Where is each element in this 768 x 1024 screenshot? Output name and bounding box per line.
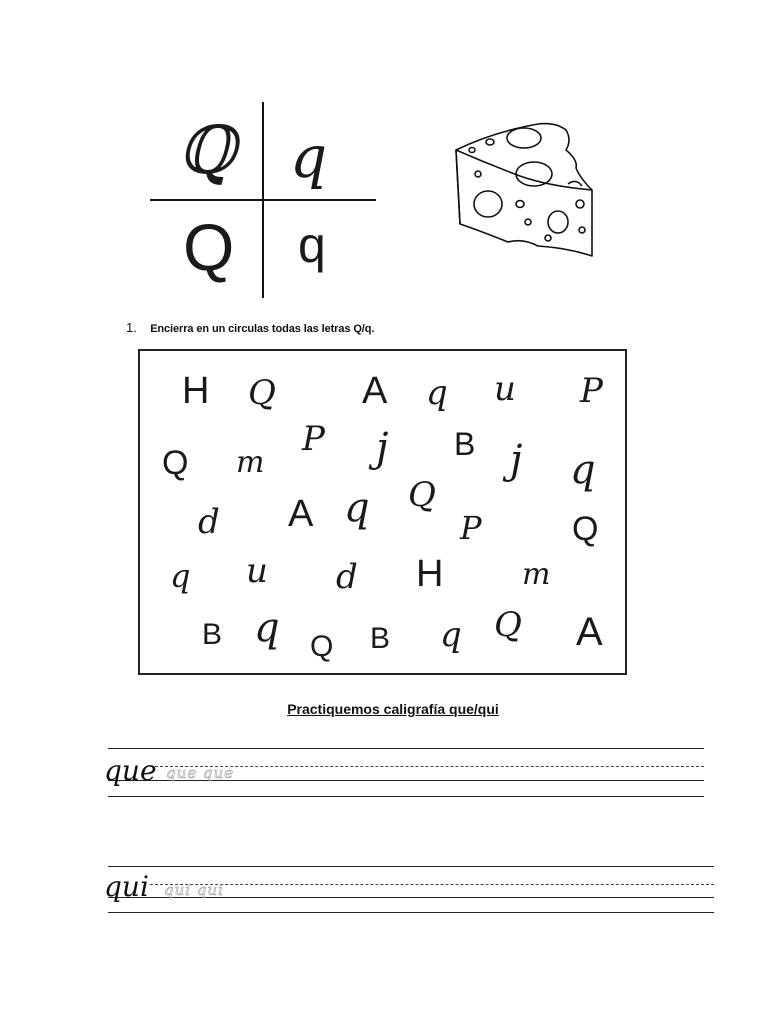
box-letter[interactable]: H bbox=[416, 553, 444, 595]
box-letter[interactable]: A bbox=[288, 493, 314, 535]
grid-horizontal-line bbox=[150, 199, 376, 201]
box-letter[interactable]: Q bbox=[494, 605, 522, 645]
box-letter[interactable]: Q bbox=[572, 510, 599, 548]
box-letter[interactable]: P bbox=[580, 371, 603, 411]
practice-trace-words[interactable]: que que bbox=[166, 764, 235, 782]
box-letter[interactable]: q bbox=[426, 373, 448, 413]
box-letter[interactable]: d bbox=[198, 502, 220, 542]
box-letter[interactable]: m bbox=[522, 557, 551, 592]
activity-1-text: Encierra en un circulas todas las letras Q/q. bbox=[150, 323, 375, 335]
box-letter[interactable]: A bbox=[362, 370, 388, 412]
box-letter[interactable]: m bbox=[236, 445, 265, 480]
box-letter[interactable]: q bbox=[344, 485, 370, 531]
practice-bottom-rule bbox=[108, 912, 714, 913]
practice-model-word: que bbox=[104, 754, 157, 787]
box-letter[interactable]: B bbox=[202, 618, 223, 651]
box-letter[interactable]: B bbox=[454, 426, 476, 462]
practice-mid-dashed-rule bbox=[150, 884, 714, 885]
box-letter[interactable]: j bbox=[376, 425, 389, 471]
box-letter[interactable]: q bbox=[570, 447, 596, 493]
practice-model-word: qui bbox=[104, 870, 149, 903]
practice-trace-words[interactable]: qui qui bbox=[164, 881, 224, 899]
grid-cell-cursive-upper-q: ℚ bbox=[178, 112, 236, 189]
box-letter[interactable]: Q bbox=[162, 444, 189, 482]
box-letter[interactable]: u bbox=[494, 369, 516, 409]
box-letter[interactable]: P bbox=[460, 509, 482, 547]
box-letter[interactable]: Q bbox=[248, 373, 276, 413]
box-letter[interactable]: Q bbox=[408, 475, 436, 515]
box-letter[interactable]: d bbox=[336, 557, 358, 597]
activity-1-number: 1. bbox=[126, 320, 137, 335]
activity-1-instruction bbox=[126, 320, 374, 335]
grid-cell-print-lower-q: q bbox=[298, 217, 326, 273]
box-letter[interactable]: q bbox=[254, 605, 280, 651]
box-letter[interactable]: q bbox=[170, 557, 191, 595]
practice-bottom-rule bbox=[108, 796, 704, 797]
box-letter[interactable]: B bbox=[370, 622, 391, 655]
practice-top-rule bbox=[108, 748, 704, 749]
box-letter[interactable]: u bbox=[246, 551, 268, 591]
box-letter[interactable]: Q bbox=[310, 630, 334, 663]
box-letter[interactable]: A bbox=[576, 610, 603, 654]
grid-cell-print-upper-q: Q bbox=[183, 210, 235, 284]
box-letter[interactable]: q bbox=[440, 615, 462, 655]
practice-title: Practiquemos caligrafía que/qui bbox=[287, 701, 499, 717]
box-letter[interactable]: j bbox=[510, 437, 523, 483]
box-letter[interactable]: P bbox=[302, 419, 325, 459]
box-letter[interactable]: H bbox=[182, 370, 210, 412]
grid-cell-cursive-lower-q: q bbox=[290, 123, 328, 191]
cheese-icon bbox=[448, 118, 600, 266]
practice-top-rule bbox=[108, 866, 714, 867]
